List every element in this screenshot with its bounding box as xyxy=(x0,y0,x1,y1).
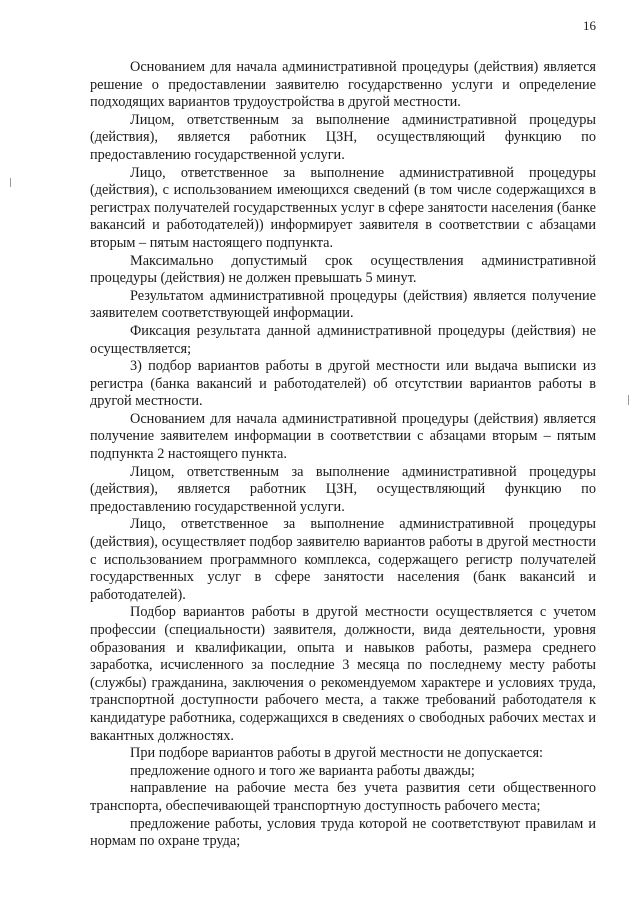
paragraph-12: При подборе вариантов работы в другой местности не допускается: xyxy=(130,745,544,762)
paragraph-11: Подбор вариантов работы в другой местности осуществляется с учетом профессии (специальности) заявителя, должности, вида деятельности, уровня образования и квалификации, опыта и навыков работы, размера среднего заработка, исчисленного за последние 3 месяца по последнему месту работы (службы) гражданина, заключения о рекомендуемом характере и условиях труда, транспортной доступности рабочего места, а также требований работодателя к кандидатуре работника, содержащихся в сведениях о свободных рабочих местах и вакантных должностях. xyxy=(90,604,596,744)
scan-mark-left xyxy=(10,178,11,187)
paragraph-2: Лицом, ответственным за выполнение административной процедуры (действия), является работник ЦЗН, осуществляющий функцию по предоставлению государственной услуги. xyxy=(90,111,596,163)
paragraph-3: Лицо, ответственное за выполнение административной процедуры (действия), с использованием имеющихся сведений (в том числе содержащихся в регистрах получателей государственных услуг в сфере занятости населения (банке вакансий и работодателей)) информирует заявителя в соответствии с абзацами вторым – пятым настоящего подпункта. xyxy=(90,164,596,251)
scan-mark-right xyxy=(628,395,629,405)
paragraph-1: Основанием для начала административной процедуры (действия) является решение о предоставлении заявителю государственно услуги и определение подходящих вариантов трудоустройства в другой местности. xyxy=(90,59,596,111)
paragraph-10: Лицо, ответственное за выполнение административной процедуры (действия), осуществляет подбор заявителю вариантов работы в другой местности с использованием программного комплекса, содержащего регистр получателей государственных услуг в сфере занятости населения (банк вакансий и работодателей). xyxy=(90,516,596,603)
paragraph-8: Основанием для начала административной процедуры (действия) является получение заявителем информации в соответствии с абзацами вторым – пятым подпункта 2 настоящего пункта. xyxy=(90,410,596,463)
paragraph-6: Фиксация результата данной административной процедуры (действия) не осуществляется; xyxy=(90,322,596,357)
document-body xyxy=(90,59,596,851)
paragraph-4: Максимально допустимый срок осуществления административной процедуры (действия) не должен превышать 5 минут. xyxy=(90,252,596,287)
paragraph-15: предложение работы, условия труда которой не соответствуют правилам и нормам по охране труда; xyxy=(90,815,596,850)
paragraph-13: предложение одного и того же варианта работы дважды; xyxy=(130,762,475,779)
paragraph-5: Результатом административной процедуры (действия) является получение заявителем соответствующей информации. xyxy=(90,287,596,322)
paragraph-7: 3) подбор вариантов работы в другой местности или выдача выписки из регистра (банка вакансий и работодателей) об отсутствии вариантов работы в другой местности. xyxy=(90,358,596,410)
paragraph-14: направление на рабочие места без учета развития сети общественного транспорта, обеспечивающей транспортную доступность рабочего места; xyxy=(90,780,596,814)
page-number: 16 xyxy=(583,18,596,33)
paragraph-9: Лицом, ответственным за выполнение административной процедуры (действия), является работник ЦЗН, осуществляющий функцию по предоставлению государственной услуги. xyxy=(90,463,596,515)
